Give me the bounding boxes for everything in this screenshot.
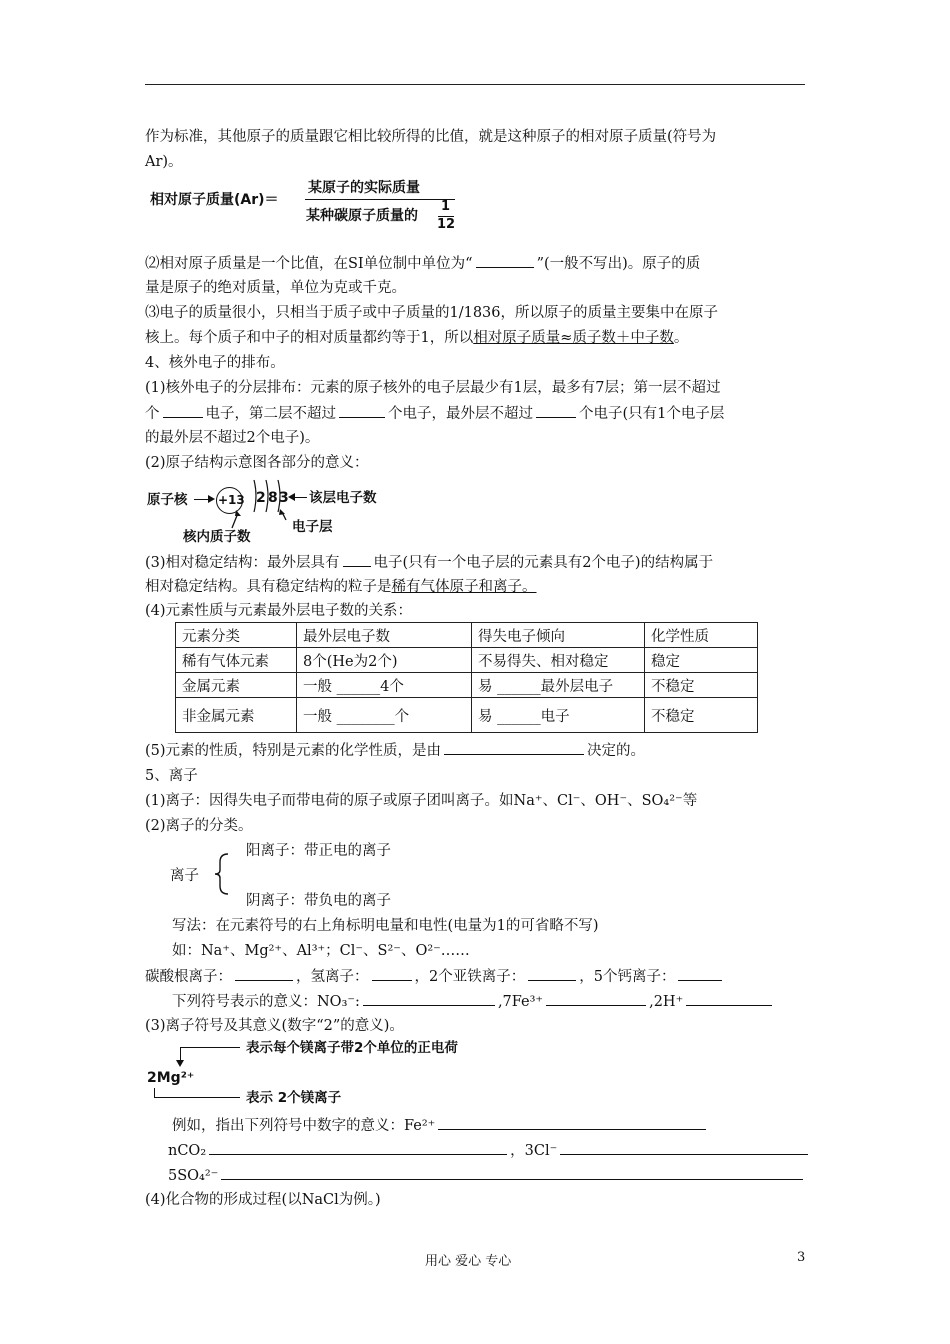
answer-blank[interactable] (339, 403, 385, 418)
text-line (145, 328, 688, 348)
table-cell: 不稳定 (645, 673, 758, 698)
cation-definition: 阳离子：带正电的离子 (246, 843, 391, 859)
answer-blank[interactable] (536, 403, 576, 418)
page-number: 3 (797, 1250, 806, 1265)
nucleus-label: 原子核 (147, 492, 188, 508)
ion-label: 离子 (170, 868, 199, 884)
shell-label: 电子层 (292, 519, 333, 535)
text: ，2个亚铁离子： (414, 969, 526, 985)
table-cell: 易 ______电子 (472, 698, 645, 733)
table-cell: 不易得失、相对稳定 (472, 648, 645, 673)
text: ”(一般不写出)。原子的质 (536, 256, 701, 272)
answer-blank[interactable] (686, 991, 772, 1006)
answer-blank[interactable] (363, 991, 495, 1006)
text: ,7Fe³⁺ (497, 994, 544, 1010)
table-cell: 稀有气体元素 (176, 648, 297, 673)
table-header: 得失电子倾向 (472, 623, 645, 648)
footer-motto: 用心 爱心 专心 (425, 1254, 512, 1269)
section-heading: 5、离子 (145, 768, 198, 784)
text-line: Ar)。 (145, 154, 183, 170)
table-row (176, 648, 758, 673)
header-rule (145, 84, 805, 85)
text: ,2H⁺ (649, 994, 684, 1010)
table-header-row (176, 623, 758, 648)
answer-blank[interactable] (546, 991, 646, 1006)
text-line (145, 577, 537, 597)
table-cell: 不稳定 (645, 698, 758, 733)
frac-denominator: 12 (437, 217, 456, 232)
section-heading: 4、核外电子的排布。 (145, 355, 285, 371)
table-cell: 稳定 (645, 648, 758, 673)
text: 5SO₄²⁻ (168, 1168, 219, 1184)
text: ，5个钙离子： (579, 969, 676, 985)
curly-brace (212, 852, 232, 896)
text: nCO₂ (168, 1143, 207, 1159)
text-line: (1)核外电子的分层排布：元素的原子核外的电子层最少有1层，最多有7层；第一层不超过 (145, 380, 721, 396)
arrow-line (293, 497, 307, 498)
table-row (176, 673, 758, 698)
answer-blank[interactable] (209, 1140, 507, 1155)
anion-definition: 阴离子：带负电的离子 (246, 893, 391, 909)
text-line: (2)离子的分类。 (145, 818, 253, 834)
mg-symbol: 2Mg²⁺ (147, 1070, 195, 1086)
answer-blank[interactable] (444, 740, 584, 755)
table-header: 最外层电子数 (297, 623, 472, 648)
text-line (145, 552, 713, 573)
mg-top-meaning: 表示每个镁离子带2个单位的正电荷 (246, 1040, 458, 1056)
text: 个电子，最外层不超过 (388, 406, 533, 422)
text-line: (2)原子结构示意图各部分的意义： (145, 455, 369, 471)
text-line: 的最外层不超过2个电子)。 (145, 430, 320, 446)
text-line: 作为标准，其他原子的质量跟它相比较所得的比值，就是这种原子的相对原子质量(符号为 (145, 129, 717, 145)
table-cell: 一般 ________个 (297, 698, 472, 733)
text: 电子，第二层不超过 (205, 406, 336, 422)
answer-blank[interactable] (221, 1165, 803, 1180)
text-line (145, 403, 724, 424)
text-line: 量是原子的绝对质量，单位为克或千克。 (145, 280, 406, 296)
text-line: 写法：在元素符号的右上角标明电量和电性(电量为1的可省略不写) (172, 918, 599, 934)
answer-blank[interactable] (372, 966, 412, 981)
table-cell: 8个(He为2个) (297, 648, 472, 673)
text-line: (4)化合物的形成过程(以NaCl为例。) (145, 1192, 381, 1208)
text-line: (1)离子：因得失电子而带电荷的原子或原子团叫离子。如Na⁺、Cl⁻、OH⁻、SO₄²⁻等 (145, 793, 698, 809)
underlined-text: 相对原子质量≈质子数＋中子数 (473, 330, 674, 346)
text: 个 (145, 406, 160, 422)
bracket-line (154, 1088, 155, 1097)
formula-left: 相对原子质量(Ar)＝ (150, 192, 279, 208)
table-header: 化学性质 (645, 623, 758, 648)
text-line (168, 1140, 811, 1161)
text-line (168, 1165, 806, 1186)
arrow-head (208, 495, 215, 503)
underlined-text: 稀有气体原子和离子。 (391, 579, 537, 595)
table-row (176, 698, 758, 733)
text-line (145, 253, 700, 274)
table-cell: 易 ______最外层电子 (472, 673, 645, 698)
text-line (172, 1115, 709, 1136)
bracket-line (180, 1047, 240, 1048)
table-cell: 非金属元素 (176, 698, 297, 733)
text-line: (4)元素性质与元素最外层电子数的关系： (145, 603, 413, 619)
text-line (172, 991, 775, 1012)
text-line: (3)离子符号及其意义(数字“2”的意义)。 (145, 1018, 404, 1034)
arrow-head (176, 1060, 184, 1067)
shell-number: 3 (279, 490, 289, 506)
text: 决定的。 (587, 743, 646, 759)
answer-blank[interactable] (235, 966, 293, 981)
frac-numerator: 1 (441, 199, 451, 214)
shell-number: 2 (256, 490, 266, 506)
text-line (145, 966, 725, 987)
text: 下列符号表示的意义：NO₃⁻: (172, 994, 360, 1010)
text: 电子(只有一个电子层的元素具有2个电子)的结构属于 (373, 555, 714, 571)
text-line: ⑶电子的质量很小，只相当于质子或中子质量的1/1836，所以原子的质量主要集中在原子 (145, 305, 719, 321)
text: ⑵相对原子质量是一个比值，在SI单位制中单位为“ (145, 256, 473, 272)
table-cell: 金属元素 (176, 673, 297, 698)
answer-blank[interactable] (560, 1140, 808, 1155)
mg-bottom-meaning: 表示 2个镁离子 (246, 1090, 342, 1106)
text: 。 (673, 330, 689, 346)
text: 核上。每个质子和中子的相对质量都约等于1，所以 (145, 330, 474, 346)
text: 碳酸根离子： (145, 969, 232, 985)
table-cell: 一般 ______4个 (297, 673, 472, 698)
text: ，3Cl⁻ (510, 1143, 558, 1159)
text: (3)相对稳定结构：最外层具有 (145, 555, 340, 571)
formula-numerator: 某原子的实际质量 (308, 180, 420, 196)
text: 相对稳定结构。具有稳定结构的粒子是 (145, 579, 392, 595)
layer-count-label: 该层电子数 (309, 490, 377, 506)
answer-blank[interactable] (476, 253, 534, 268)
text: 个电子(只有1个电子层 (579, 406, 725, 422)
text-line (145, 740, 645, 761)
bracket-line (180, 1047, 181, 1061)
text-line: 如：Na⁺、Mg²⁺、Al³⁺；Cl⁻、S²⁻、O²⁻…… (172, 943, 470, 959)
answer-blank[interactable] (678, 966, 722, 981)
arrow-head (288, 493, 295, 501)
table-header: 元素分类 (176, 623, 297, 648)
shell-number: 8 (268, 490, 278, 506)
answer-blank[interactable] (343, 552, 371, 567)
element-properties-table (175, 622, 758, 733)
bracket-line (154, 1097, 240, 1098)
nucleus-charge: +13 (218, 493, 245, 507)
formula-denominator: 某种碳原子质量的 (306, 208, 418, 224)
text: (5)元素的性质，特别是元素的化学性质，是由 (145, 743, 442, 759)
answer-blank[interactable] (163, 403, 203, 418)
answer-blank[interactable] (528, 966, 576, 981)
text: 例如，指出下列符号中数字的意义：Fe²⁺ (172, 1118, 436, 1134)
proton-label: 核内质子数 (183, 529, 251, 545)
formula-bar (305, 199, 455, 200)
answer-blank[interactable] (438, 1115, 706, 1130)
text: ，氢离子： (296, 969, 369, 985)
